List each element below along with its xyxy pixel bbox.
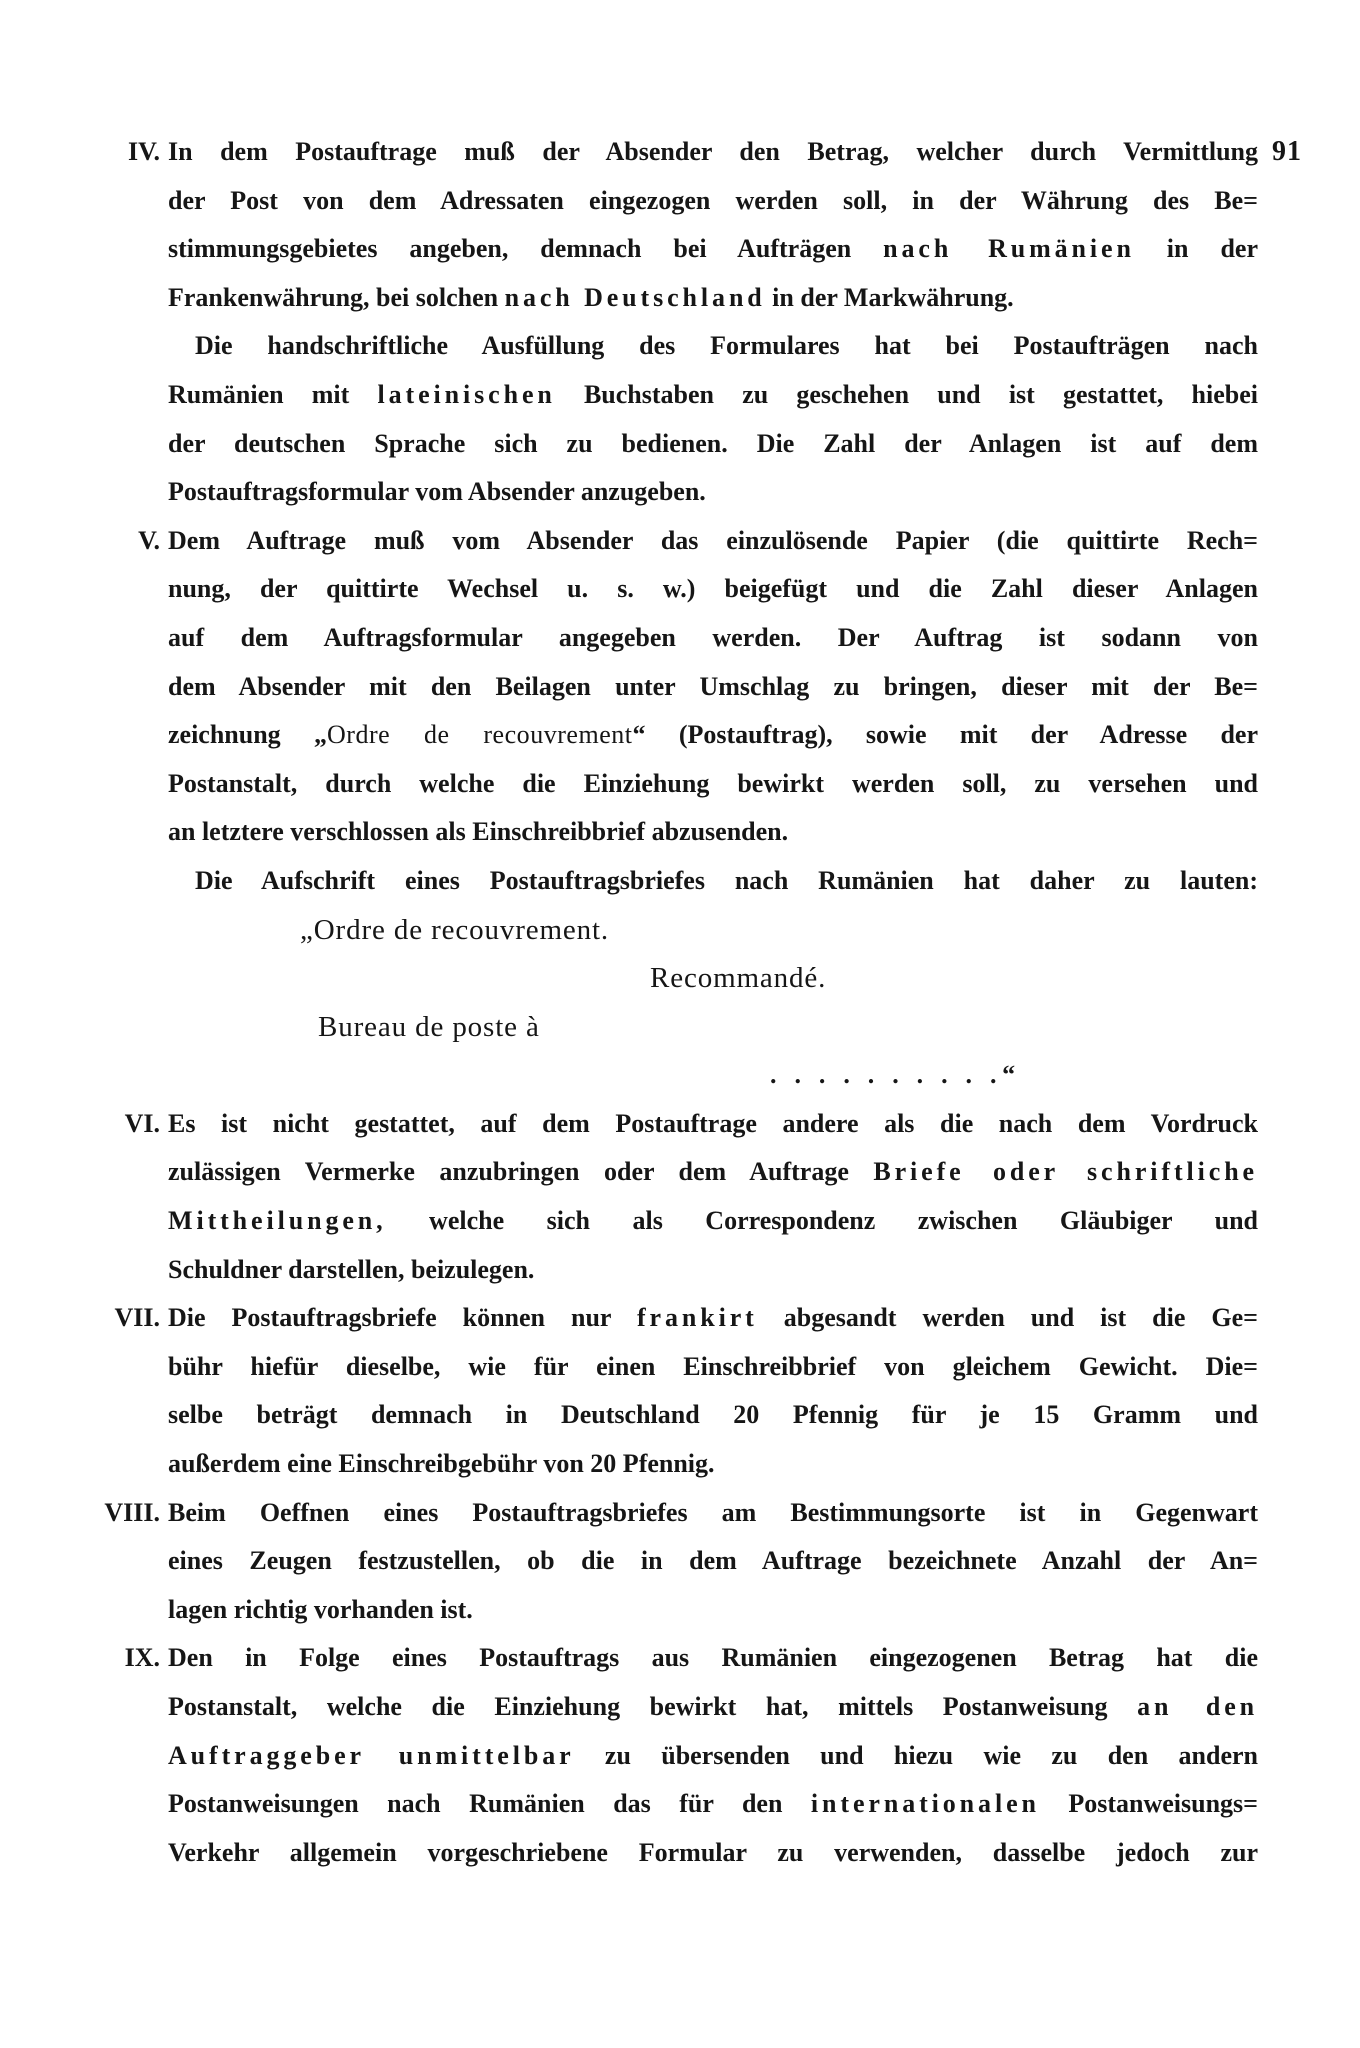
- text-line: Den in Folge eines Postauftrags aus Rumänien eingezogenen Betrag hat die: [168, 1643, 1258, 1673]
- letterspaced-emphasis: an den: [1137, 1692, 1258, 1721]
- letterspaced-emphasis: Auftraggeber unmittelbar: [168, 1740, 575, 1770]
- text-line: auf dem Auftragsformular angegeben werden. Der Auftrag ist sodann von: [168, 622, 1258, 652]
- letterspaced-emphasis: nach Rumänien: [883, 234, 1135, 264]
- address-line: Recommandé.: [650, 962, 827, 995]
- text-line: zulässigen Vermerke anzubringen oder dem Auftrage Briefe oder schriftliche: [168, 1157, 1258, 1187]
- text-line: Rumänien mit lateinischen Buchstaben zu geschehen und ist gestattet, hiebei: [168, 379, 1258, 409]
- letterspaced-emphasis: lateinischen: [377, 379, 556, 409]
- text-line: stimmungsgebietes angeben, demnach bei Aufträgen nach Rumänien in der: [168, 234, 1258, 264]
- text-line: nung, der quittirte Wechsel u. s. w.) beigefügt und die Zahl dieser Anlagen: [168, 574, 1258, 604]
- text-line: selbe beträgt demnach in Deutschland 20 Pfennig für je 15 Gramm und: [168, 1400, 1258, 1430]
- text-line: Auftraggeber unmittelbar zu übersenden und hiezu wie zu den andern: [168, 1740, 1258, 1770]
- letterspaced-emphasis: nach Deutschland: [504, 282, 766, 312]
- address-line: „Ordre de recouvrement.: [300, 913, 610, 946]
- text-line: Dem Auftrage muß vom Absender das einzulösende Papier (die quittirte Rech=: [168, 525, 1258, 555]
- text-line: der Post von dem Adressaten eingezogen werden soll, in der Währung des Be=: [168, 185, 1258, 215]
- item-roman-numeral: VII.: [114, 1303, 160, 1333]
- text-line: Postanweisungen nach Rumänien das für den internationalen Postanweisungs=: [168, 1789, 1258, 1819]
- list-item-v: [96, 517, 1258, 906]
- item-roman-numeral: IX.: [124, 1643, 160, 1673]
- text-line: Postanstalt, welche die Einziehung bewirkt hat, mittels Postanweisung an den: [168, 1692, 1258, 1721]
- item-roman-numeral: V.: [138, 525, 160, 555]
- item-roman-numeral: IV.: [127, 137, 160, 166]
- text-line: zeichnung „Ordre de recouvrement“ (Postauftrag), sowie mit der Adresse der: [168, 720, 1258, 750]
- text-line: der deutschen Sprache sich zu bedienen. Die Zahl der Anlagen ist auf dem: [168, 428, 1258, 458]
- text-line: bühr hiefür dieselbe, wie für einen Einschreibbrief von gleichem Gewicht. Die=: [168, 1351, 1258, 1381]
- text-line: Postauftragsformular vom Absender anzugeben.: [168, 477, 706, 507]
- list-item-ix: [96, 1634, 1258, 1877]
- text-line: Schuldner darstellen, beizulegen.: [168, 1254, 535, 1284]
- text-block: [96, 128, 1258, 1877]
- text-line: außerdem eine Einschreibgebühr von 20 Pfennig.: [168, 1449, 715, 1479]
- text-line: Mittheilungen, welche sich als Correspondenz zwischen Gläubiger und: [168, 1206, 1258, 1236]
- text-line: Frankenwährung, bei solchen nach Deutschland in der Markwährung.: [168, 282, 1014, 312]
- address-display-block: [96, 906, 1258, 1100]
- text-line: Die Aufschrift eines Postauftragsbriefes nach Rumänien hat daher zu lauten:: [195, 865, 1258, 895]
- text-line: Verkehr allgemein vorgeschriebene Formular zu verwenden, dasselbe jedoch zur: [168, 1837, 1258, 1867]
- page-number: 91: [1272, 136, 1302, 167]
- list-item-iv: [96, 128, 1258, 517]
- text-line: Postanstalt, durch welche die Einziehung bewirkt werden soll, zu versehen und: [168, 768, 1258, 798]
- text-line: Die handschriftliche Ausfüllung des Formulares hat bei Postaufträgen nach: [195, 331, 1258, 361]
- text-line: lagen richtig vorhanden ist.: [168, 1594, 473, 1624]
- letterspaced-emphasis: internationalen: [810, 1789, 1040, 1819]
- letterspaced-emphasis: frankirt: [637, 1303, 758, 1333]
- text-line: Beim Oeffnen eines Postauftragsbriefes am Bestimmungsorte ist in Gegenwart: [168, 1497, 1258, 1527]
- list-item-vii: [96, 1294, 1258, 1488]
- item-roman-numeral: VI.: [124, 1108, 160, 1138]
- address-line: Bureau de poste à: [318, 1010, 540, 1043]
- dotted-fill-line: . . . . . . . . . .“: [770, 1060, 1021, 1090]
- text-line: eines Zeugen festzustellen, ob die in dem Auftrage bezeichnete Anzahl der An=: [168, 1546, 1258, 1576]
- text-line: Es ist nicht gestattet, auf dem Postauftrage andere als die nach dem Vordruck: [168, 1108, 1258, 1138]
- letterspaced-emphasis: Mittheilungen,: [168, 1206, 387, 1236]
- text-line: an letztere verschlossen als Einschreibbrief abzusenden.: [168, 817, 789, 847]
- text-line: In dem Postauftrage muß der Absender den Betrag, welcher durch Vermittlung: [168, 137, 1258, 166]
- roman-type-phrase: Ordre de recouvrement: [326, 720, 633, 750]
- list-item-vi: [96, 1100, 1258, 1294]
- text-line: Die Postauftragsbriefe können nur frankirt abgesandt werden und ist die Ge=: [168, 1303, 1258, 1333]
- letterspaced-emphasis: Briefe oder schriftliche: [873, 1157, 1258, 1187]
- text-line: dem Absender mit den Beilagen unter Umschlag zu bringen, dieser mit der Be=: [168, 671, 1258, 701]
- item-roman-numeral: VIII.: [104, 1497, 160, 1527]
- list-item-viii: [96, 1489, 1258, 1635]
